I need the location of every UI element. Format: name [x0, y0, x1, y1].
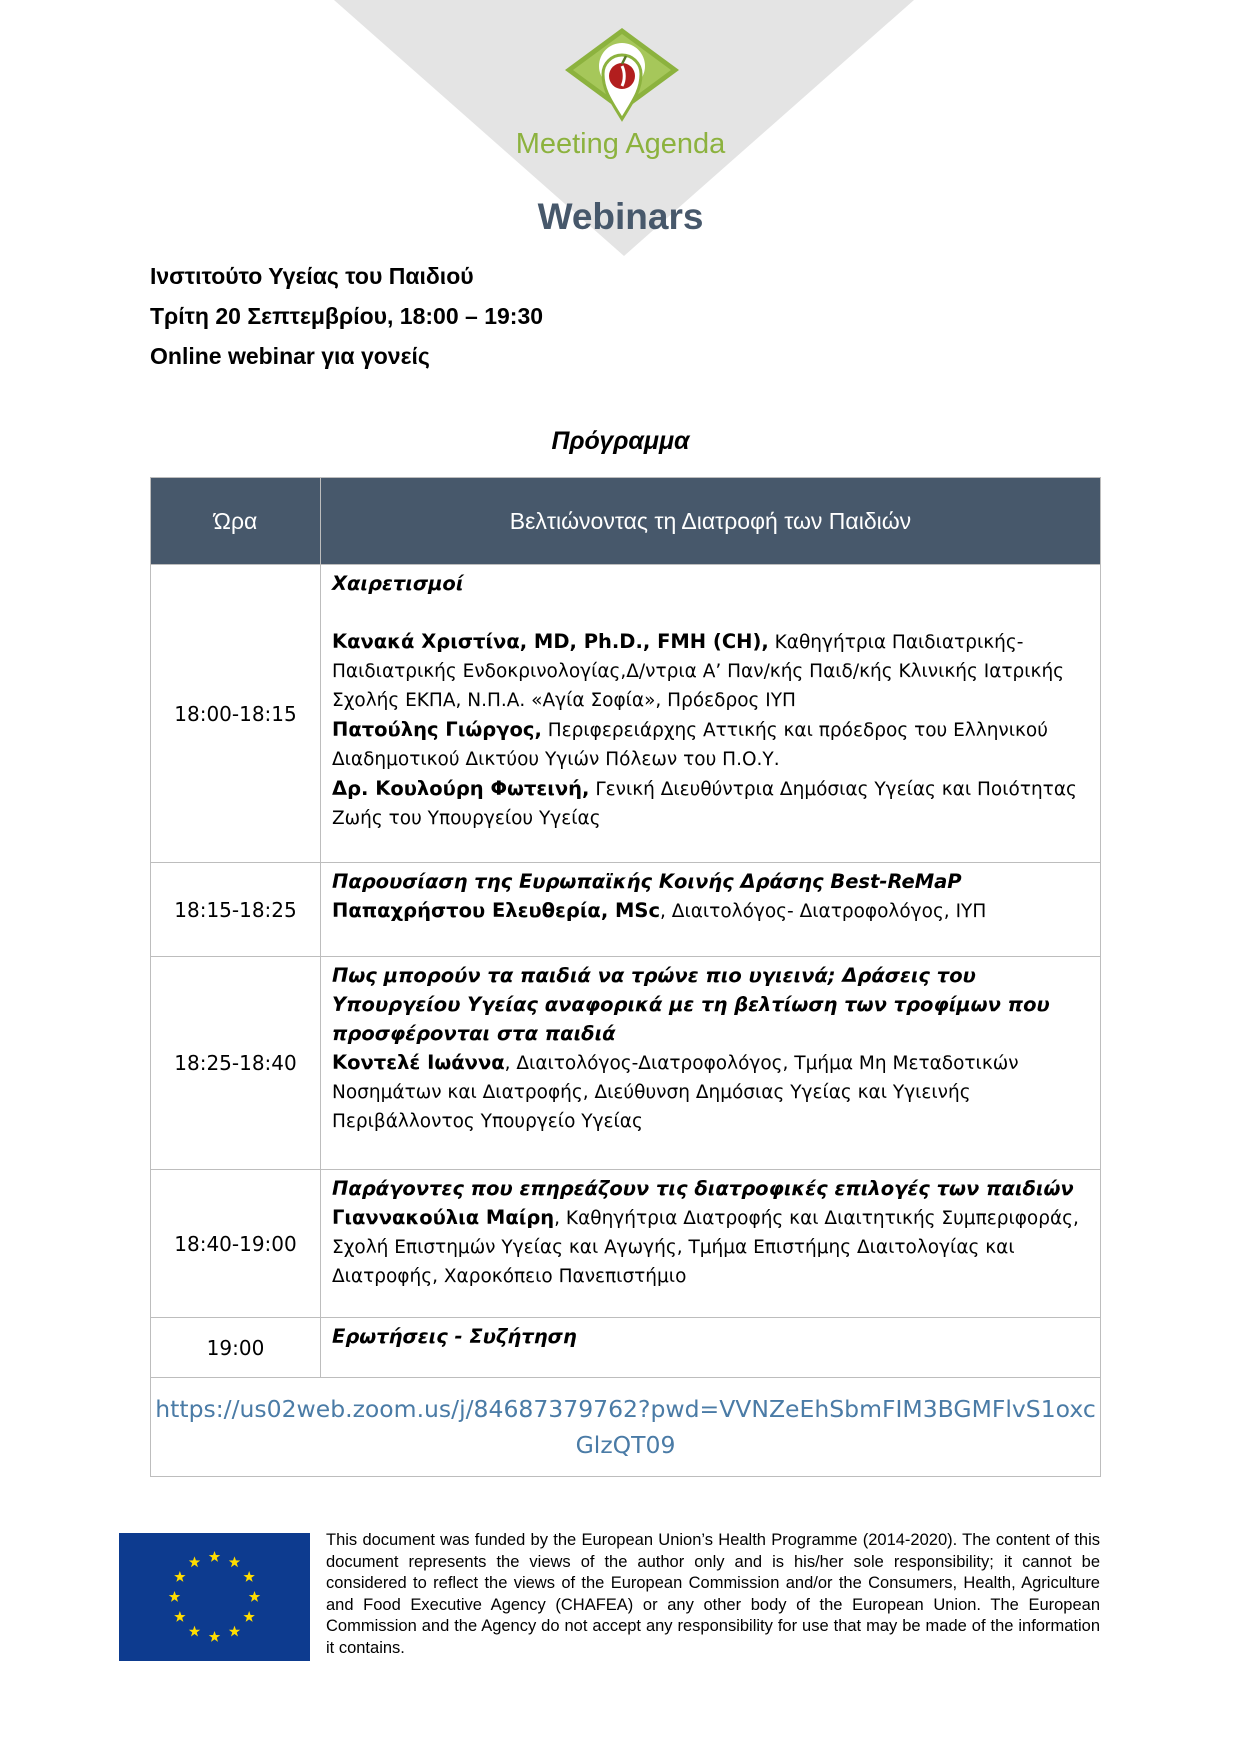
- segment-title: Ερωτήσεις - Συζήτηση: [332, 1325, 577, 1348]
- row-time: 18:00-18:15: [151, 565, 321, 863]
- apple-logo-icon: [565, 28, 679, 128]
- agenda-row: [151, 1318, 1101, 1378]
- speaker-entry: [332, 715, 1090, 774]
- header-time: Ώρα: [151, 478, 321, 565]
- agenda-row: [151, 957, 1101, 1170]
- intro-organization: Ινστιτούτο Υγείας του Παιδιού: [150, 263, 474, 289]
- eu-flag-icon: [119, 1533, 310, 1661]
- agenda-row: [151, 863, 1101, 957]
- speaker-name: Παπαχρήστου Ελευθερία, MSc: [332, 899, 661, 922]
- segment-title: Παρουσίαση της Ευρωπαϊκής Κοινής Δράσης Best-ReMaP: [332, 870, 962, 893]
- segment-title: Πως μπορούν τα παιδιά να τρώνε πιο υγιεινά; Δράσεις του Υπουργείου Υγείας αναφορικά με τη βελτίωση των τροφίμων που προσφέρονται στα παιδιά: [332, 964, 1050, 1045]
- intro-event-type: Online webinar για γονείς: [150, 343, 430, 369]
- segment-title: Παράγοντες που επηρεάζουν τις διατροφικές επιλογές των παιδιών: [332, 1177, 1074, 1200]
- row-description: [321, 1170, 1101, 1318]
- row-description: [321, 863, 1101, 957]
- row-time: 19:00: [151, 1318, 321, 1378]
- agenda-body: [151, 565, 1101, 1378]
- agenda-row: [151, 565, 1101, 863]
- speaker-role: Γενική Διευθύντρια Δημόσιας Υγείας και Ποιότητας Ζωής του Υπουργείου Υγείας: [332, 779, 1077, 829]
- speaker-role: , Διαιτολόγος-Διατροφολόγος, Τμήμα Μη Μεταδοτικών Νοσημάτων και Διατροφής, Διεύθυνση Δημόσιας Υγείας και Υγιεινής Περιβάλλοντος Υπουργείο Υγείας: [332, 1053, 1019, 1132]
- speaker-entry: [332, 1048, 1090, 1136]
- speaker-name: Κοντελέ Ιωάννα: [332, 1051, 505, 1074]
- speaker-role: , Διαιτολόγος- Διατροφολόγος, ΙΥΠ: [660, 901, 987, 922]
- row-time: 18:25-18:40: [151, 957, 321, 1170]
- row-time: 18:15-18:25: [151, 863, 321, 957]
- section-title: Webinars: [537, 196, 704, 237]
- intro-date-time: Τρίτη 20 Σεπτεμβρίου, 18:00 – 19:30: [150, 303, 544, 329]
- brand-name: Meeting Agenda: [515, 128, 726, 160]
- agenda-row: [151, 1170, 1101, 1318]
- funding-note: This document was funded by the European Union’s Health Programme (2014-2020). The content of this document represents the views of the author only and is his/her sole responsibility; it cannot be considered to reflect the views of the European Commission and/or the Consumers, Health, Agriculture and Food Executive Agency (CHAFEA) or any other body of the European Union. The European Commission and the Agency do not accept any responsibility for use that may be made of the information it contains.: [326, 1531, 1100, 1657]
- speaker-role: Καθηγήτρια Παιδιατρικής-Παιδιατρικής Ενδοκρινολογίας,Δ/ντρια Α’ Παν/κής Παιδ/κής Κλινικής Ιατρικής Σχολής ΕΚΠΑ, Ν.Π.Α. «Αγία Σοφία», Πρόεδρος ΙΥΠ: [332, 632, 1065, 711]
- speaker-name: Δρ. Κουλούρη Φωτεινή,: [332, 777, 590, 800]
- row-description: [321, 565, 1101, 863]
- row-description: [321, 957, 1101, 1170]
- speaker-name: Γιαννακούλια Μαίρη: [332, 1206, 555, 1229]
- header-topic: Βελτιώνοντας τη Διατροφή των Παιδιών: [321, 478, 1101, 565]
- speaker-role: , Καθηγήτρια Διατροφής και Διαιτητικής Συμπεριφοράς, Σχολή Επιστημών Υγείας και Αγωγής, Τμήμα Επιστήμης Διαιτολογίας και Διατροφής, Χαροκόπειο Πανεπιστήμιο: [332, 1208, 1079, 1287]
- speaker-entry: [332, 774, 1090, 833]
- speaker-entry: [332, 896, 1090, 926]
- speaker-entry: [332, 1203, 1090, 1291]
- row-description: [321, 1318, 1101, 1378]
- webinar-link[interactable]: https://us02web.zoom.us/j/84687379762?pwd=VVNZeEhSbmFIM3BGMFlvS1oxcGlzQT09: [151, 1378, 1101, 1477]
- row-time: 18:40-19:00: [151, 1170, 321, 1318]
- speaker-name: Πατούλης Γιώργος,: [332, 718, 542, 741]
- speaker-entry: [332, 627, 1090, 715]
- program-title: Πρόγραμμα: [551, 427, 690, 455]
- segment-title: Χαιρετισμοί: [332, 572, 464, 595]
- agenda-link-row: [151, 1378, 1101, 1477]
- speaker-role: Περιφερειάρχης Αττικής και πρόεδρος του Ελληνικού Διαδημοτικού Δικτύου Υγιών Πόλεων του Π.Ο.Υ.: [332, 720, 1048, 770]
- agenda-table: [150, 477, 1101, 1477]
- speaker-name: Κανακά Χριστίνα, MD, Ph.D., FMH (CH),: [332, 630, 769, 653]
- agenda-header-row: [151, 478, 1101, 565]
- spacer: [332, 598, 1090, 627]
